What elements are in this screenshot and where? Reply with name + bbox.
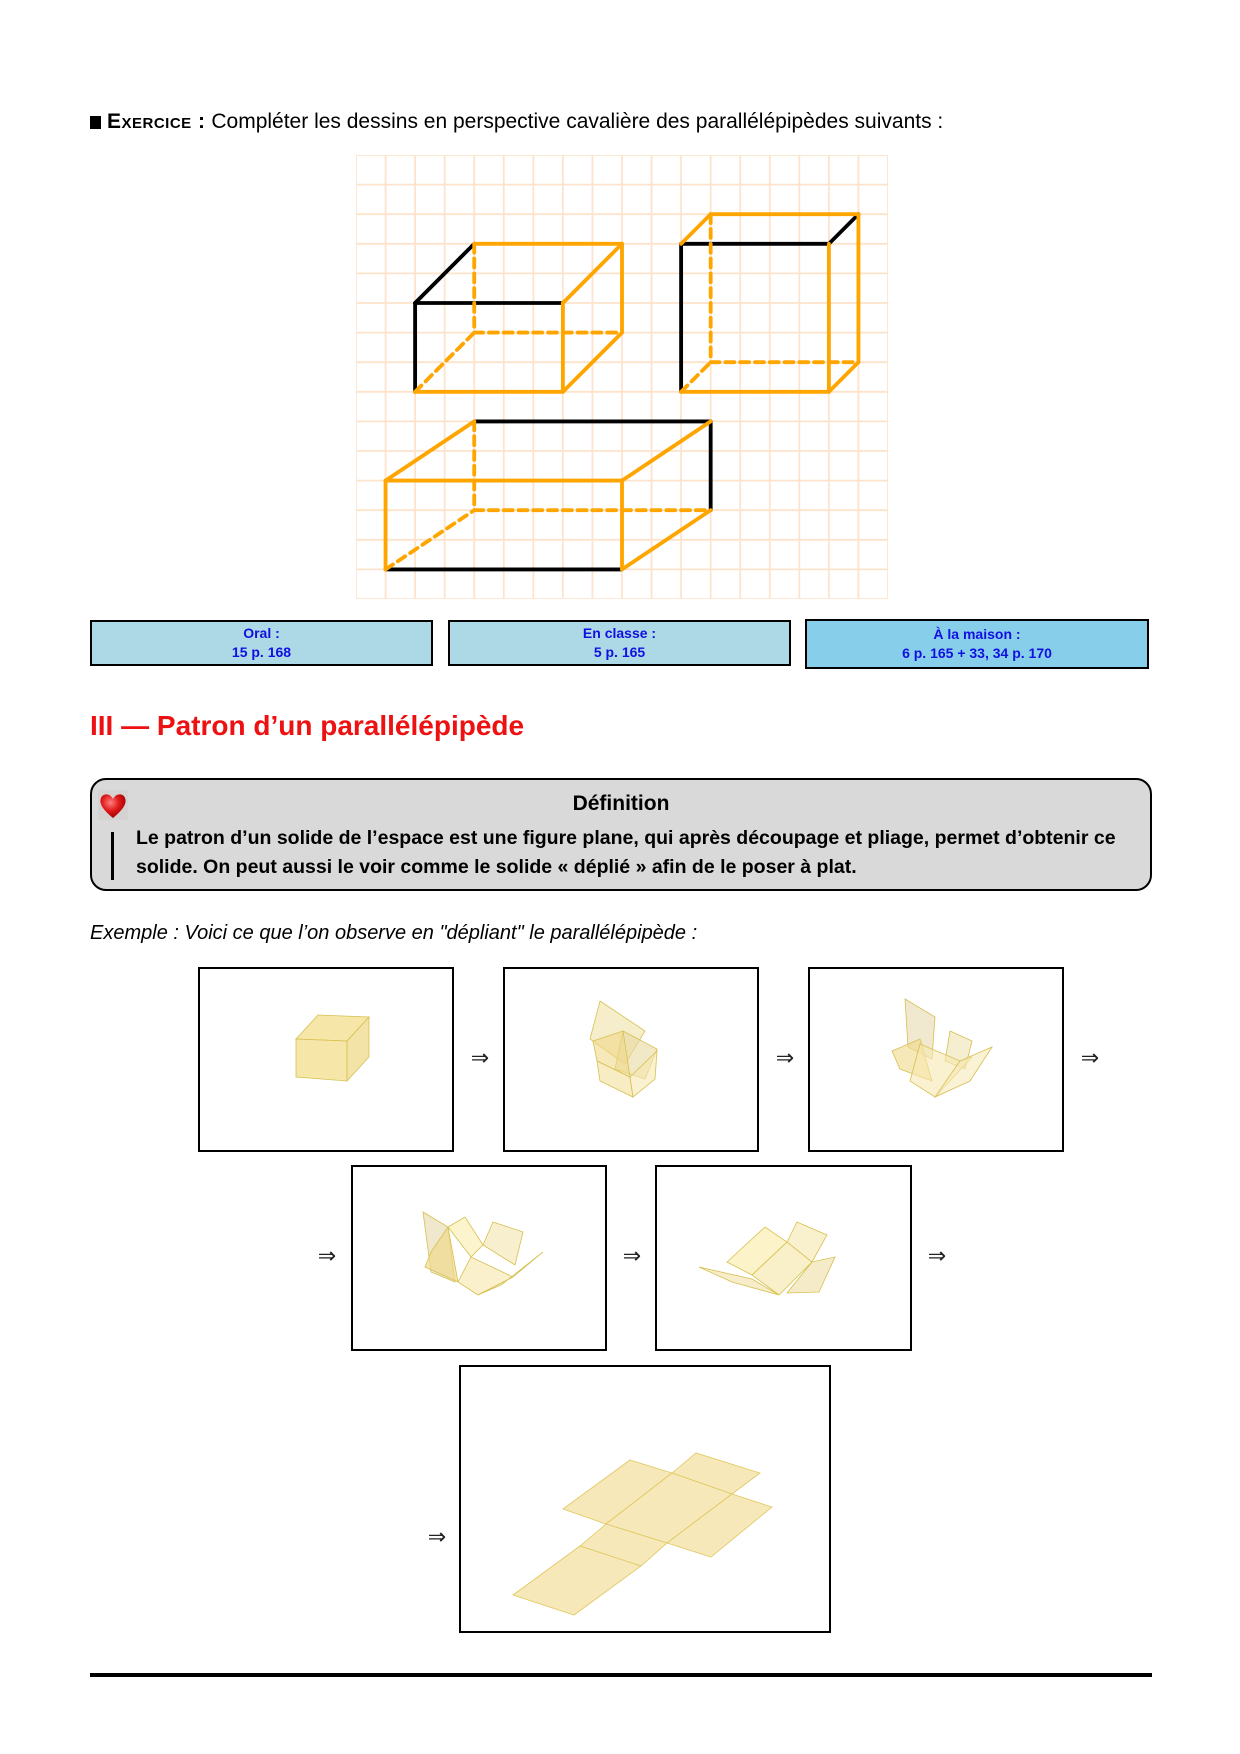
arrow-7: ⇒: [427, 1524, 447, 1549]
section-title: III — Patron d’un parallélépipède: [90, 710, 525, 741]
arrow-4: ⇒: [317, 1243, 337, 1268]
closed-box-image: [200, 969, 452, 1150]
unfold-step-2: [503, 967, 759, 1152]
exercise-text: Compléter les dessins en perspective cavalière des parallélépipèdes suivants :: [211, 110, 944, 133]
unfold-step-5: [655, 1165, 912, 1351]
cavalier-perspective-grid: [356, 155, 888, 599]
sides-opening-image: [810, 969, 1062, 1150]
homework-home-value: 6 p. 165 + 33, 34 p. 170: [902, 645, 1052, 661]
homework-oral-box: [90, 620, 433, 666]
arrow-1: ⇒: [470, 1045, 490, 1070]
definition-text: Le patron d’un solide de l’espace est une figure plane, qui après découpage et pliage, permet d’obtenir ce solide. On peut aussi le voir comme le solide « déplié » afin de le poser à plat.: [136, 827, 1116, 878]
arrow-6: ⇒: [927, 1243, 947, 1268]
unfold-step-4: [351, 1165, 607, 1351]
definition-left-bar: [111, 832, 114, 880]
parallelepiped-1: [415, 244, 622, 392]
example-text: Exemple : Voici ce que l’on observe en "dépliant" le parallélépipède :: [90, 922, 698, 944]
homework-class-value: 5 p. 165: [593, 644, 646, 660]
arrow-5: ⇒: [622, 1243, 642, 1268]
exercise-instruction: [90, 110, 943, 134]
homework-class-title: En classe :: [582, 625, 657, 641]
homework-class-box: [448, 620, 791, 666]
unfold-step-1: [198, 967, 454, 1152]
definition-box: [90, 778, 1152, 891]
parallelepiped-3: [386, 421, 711, 569]
definition-title: Définition: [572, 792, 670, 815]
unfold-step-3: [808, 967, 1064, 1152]
homework-home-box: [805, 619, 1149, 669]
bottom-rule: [90, 1673, 1152, 1677]
exercise-label: Exercice :: [107, 110, 206, 133]
homework-home-title: À la maison :: [933, 626, 1021, 642]
homework-oral-value: 15 p. 168: [231, 644, 292, 660]
top-opening-image: [505, 969, 757, 1150]
square-bullet-icon: [90, 116, 101, 129]
parallelepiped-net-image: [461, 1367, 829, 1631]
arrow-2: ⇒: [775, 1045, 795, 1070]
unfold-step-6-net: [459, 1365, 831, 1633]
homework-oral-title: Oral :: [243, 625, 280, 641]
almost-flat-image: [657, 1167, 910, 1349]
partly-unfolded-image: [353, 1167, 605, 1349]
arrow-3: ⇒: [1080, 1045, 1100, 1070]
